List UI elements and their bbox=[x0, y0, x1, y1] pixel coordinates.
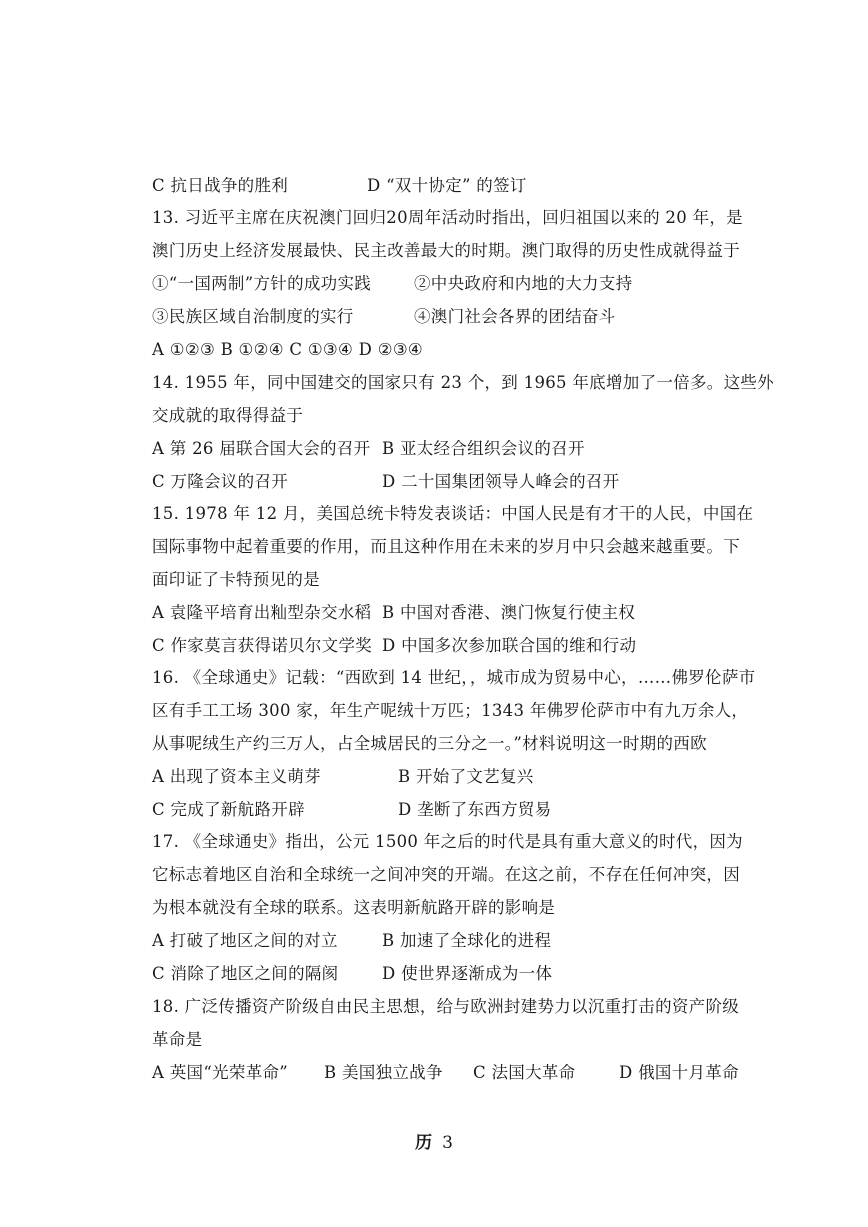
statement-1: ①“一国两制”方针的成功实践 bbox=[152, 274, 372, 293]
question-13-text: 澳门历史上经济发展最快、民主改善最大的时期。澳门取得的历史性成就得益于 bbox=[152, 241, 740, 260]
option-b: B 美国独立战争 bbox=[324, 1063, 443, 1082]
option-d: D 使世界逐渐成为一体 bbox=[382, 964, 553, 983]
option-d: D 俄国十月革命 bbox=[619, 1063, 739, 1082]
option-a: A 英国“光荣革命” bbox=[152, 1063, 289, 1082]
option-b: B 开始了文艺复兴 bbox=[398, 767, 534, 786]
option-line bbox=[152, 1062, 739, 1084]
subject-label: 历 bbox=[415, 1133, 433, 1153]
question-16-text: 区有手工工场 300 家，年生产呢绒十万匹；1343 年佛罗伦萨市中有九万余人， bbox=[152, 701, 749, 720]
option-a: A 出现了资本主义萌芽 bbox=[152, 767, 321, 786]
option-line bbox=[152, 438, 585, 460]
question-17-text: 它标志着地区自治和全球统一之间冲突的开端。在这之前，不存在任何冲突，因 bbox=[152, 865, 740, 884]
question-18-text: 革命是 bbox=[152, 1030, 203, 1049]
option-c: C 消除了地区之间的隔阂 bbox=[152, 964, 339, 983]
option-b: B 中国对香港、澳门恢复行使主权 bbox=[382, 603, 636, 622]
question-16-text: 16. 《全球通史》记载：“西欧到 14 世纪，，城市成为贸易中心，……佛罗伦萨市 bbox=[152, 668, 756, 687]
option-c: C 作家莫言获得诺贝尔文学奖 bbox=[152, 636, 373, 655]
statement-line bbox=[152, 306, 616, 328]
option-line bbox=[152, 963, 553, 985]
options-13: A ①②③ B ①②④ C ①③④ D ②③④ bbox=[152, 340, 424, 359]
option-b: B 加速了全球化的进程 bbox=[382, 931, 552, 950]
question-18-text: 18. 广泛传播资产阶级自由民主思想，给与欧洲封建势力以沉重打击的资产阶级 bbox=[152, 997, 740, 1016]
option-line bbox=[152, 635, 637, 657]
question-15-text: 面印证了卡特预见的是 bbox=[152, 570, 320, 589]
option-d: D 二十国集团领导人峰会的召开 bbox=[382, 472, 620, 491]
question-15-text: 15. 1978 年 12 月，美国总统卡特发表谈话：中国人民是有才干的人民，中国在 bbox=[152, 504, 754, 523]
question-15-text: 国际事物中起着重要的作用，而且这种作用在未来的岁月中只会越来越重要。下 bbox=[152, 537, 740, 556]
option-line bbox=[152, 799, 552, 821]
option-a: A 袁隆平培育出籼型杂交水稻 bbox=[152, 603, 372, 622]
option-a: A 第 26 届联合国大会的召开 bbox=[152, 439, 371, 458]
option-d: D 中国多次参加联合国的维和行动 bbox=[382, 636, 637, 655]
question-14-text: 14. 1955 年，同中国建交的国家只有 23 个，到 1965 年底增加了一倍多。这些外 bbox=[152, 373, 774, 392]
question-17-text: 17. 《全球通史》指出，公元 1500 年之后的时代是具有重大意义的时代，因为 bbox=[152, 832, 743, 851]
statement-4: ④澳门社会各界的团结奋斗 bbox=[414, 307, 616, 326]
statement-3: ③民族区域自治制度的实行 bbox=[152, 307, 354, 326]
question-16-text: 从事呢绒生产约三万人，占全城居民的三分之一。”材料说明这一时期的西欧 bbox=[152, 734, 707, 753]
question-13-text: 13. 习近平主席在庆祝澳门回归20周年活动时指出，回归祖国以来的 20 年，是 bbox=[152, 208, 743, 227]
option-c: C 万隆会议的召开 bbox=[152, 472, 289, 491]
option-c: C 抗日战争的胜利 bbox=[152, 176, 289, 195]
option-c: C 法国大革命 bbox=[473, 1063, 576, 1082]
option-line bbox=[152, 471, 620, 493]
option-a: A 打破了地区之间的对立 bbox=[152, 931, 338, 950]
option-line bbox=[152, 930, 552, 952]
option-c: C 完成了新航路开辟 bbox=[152, 800, 305, 819]
option-d: D 垄断了东西方贸易 bbox=[398, 800, 552, 819]
question-14-text: 交成就的取得得益于 bbox=[152, 406, 304, 425]
option-line bbox=[152, 175, 527, 197]
option-line bbox=[152, 766, 534, 788]
page-number: 3 bbox=[442, 1133, 453, 1153]
statement-2: ②中央政府和内地的大力支持 bbox=[414, 274, 633, 293]
option-d: D “双十协定” 的签订 bbox=[367, 176, 527, 195]
statement-line bbox=[152, 273, 633, 295]
option-line bbox=[152, 602, 636, 624]
page-footer bbox=[0, 1128, 868, 1153]
question-17-text: 为根本就没有全球的联系。这表明新航路开辟的影响是 bbox=[152, 898, 556, 917]
option-b: B 亚太经合组织会议的召开 bbox=[382, 439, 585, 458]
